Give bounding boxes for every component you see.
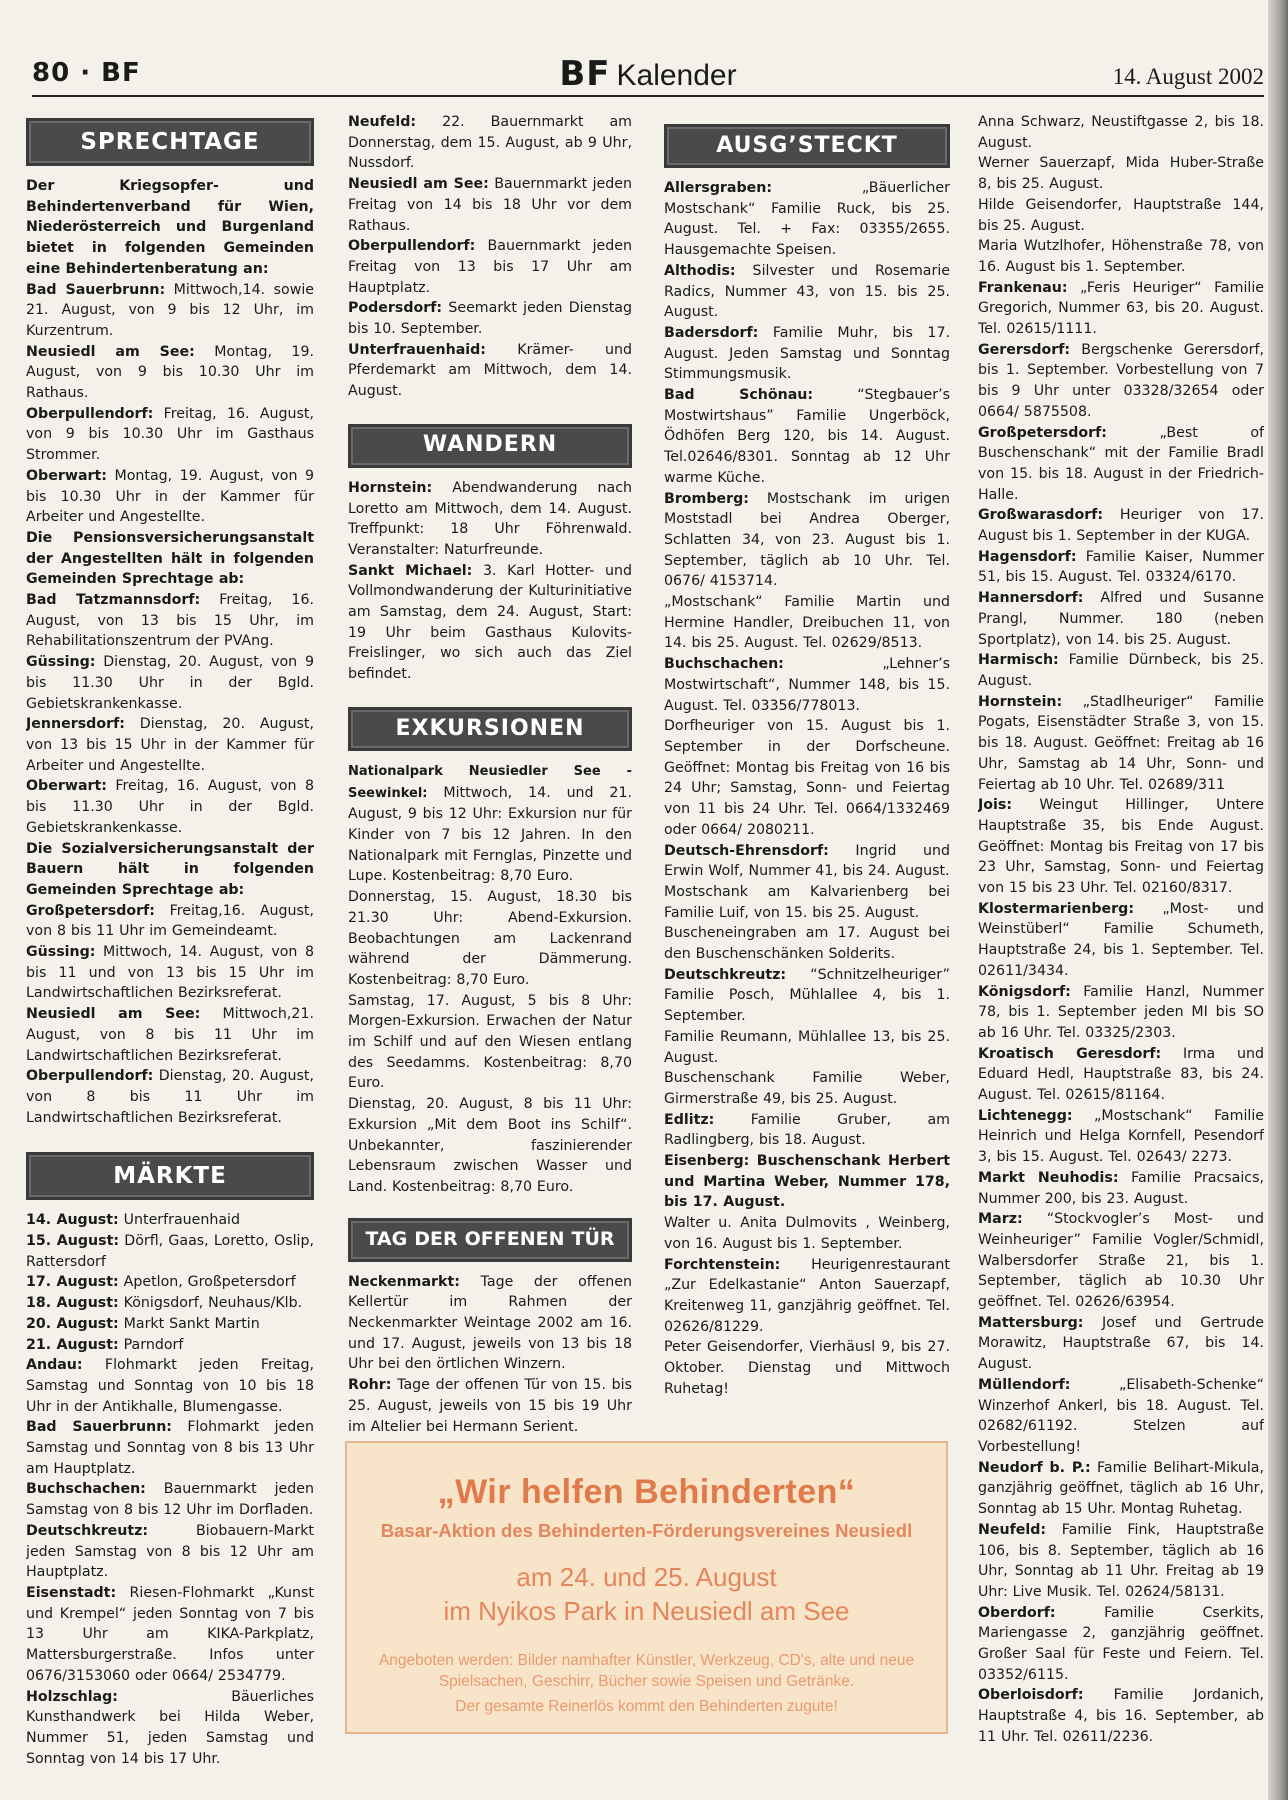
column-4 [978,112,1264,1748]
entry-label: Jois: [978,797,1013,814]
entry [348,340,632,402]
entry-label: Neckenmarkt: [348,1273,460,1290]
entry [664,178,950,261]
entry-text: Freitag, 16. August, von 9 bis 10.30 Uhr im Gasthaus Strommer. [26,405,314,464]
entry-text: Irma und Eduard Hedl, Hauptstraße 83, bis 24. August. Tel. 02615/81164. [978,1045,1264,1104]
issue-date: 14. August 2002 [1112,64,1264,89]
entry-label: Deutschkreutz: [26,1522,149,1539]
ad-footer: Der gesamte Reinerlös kommt den Behinderten zugute! [455,1698,838,1715]
entry [978,588,1264,650]
entry [26,1231,314,1272]
entry-text: AUSG’STECKT [716,132,898,158]
entry-text: 22. Bauernmarkt am Donnerstag, dem 15. August, ab 9 Uhr, Nussdorf. [348,114,632,172]
entry [348,761,632,887]
entry-label: Allersgraben: [664,180,773,196]
entry [978,795,1264,899]
entry [26,1521,314,1583]
entry [26,466,314,528]
page-edge [1268,0,1288,1800]
entry [348,174,632,236]
entry-text: Familie Muhr, bis 17. August. Jeden Samstag und Sonntag Stimmungsmusik. [664,324,950,383]
entry-text: Familie Hanzl, Nummer 78, bis 1. September jeden MI bis SO ab 16 Uhr. Tel. 03325/2303. [978,983,1264,1041]
entry-text: “Stegbauer’s Mostwirtshaus” Familie Ungerböck, Ödhöfen Berg 120, bis 14. August. Tel.02646/8301. Sonntag ab 12 Uhr warme Küche. [664,387,950,486]
entry [978,278,1264,340]
entry-text: Heurigenrestaurant „Zur Edelkastanie“ Anton Sauerzapf, Kreitenweg 11, ganzjährig geöffnet. Tel. 02626/81229. [664,1256,950,1335]
entry-text: Montag, 19. August, von 9 bis 10.30 Uhr im Rathaus. [26,343,314,402]
entry-text: Krämer- und Pferdemarkt am Mittwoch, dem 14. August. [348,341,632,400]
entry-text: Ingrid und Erwin Wolf, Nummer 41, bis 24. August. [664,842,950,880]
entry [26,280,314,342]
paragraph: Donnerstag, 15. August, 18.30 bis 21.30 Uhr: Abend-Exkursion. Beobachtungen am Lackenrand während der Dämmerung. Kostenbeitrag: 8,70 Euro. [348,889,632,988]
entry-label: Podersdorf: [348,300,443,317]
entry-label: Hagensdorf: [978,548,1077,565]
entry [664,261,950,323]
entry-label: Jennersdorf: [26,716,125,733]
entry [348,1375,632,1437]
entry-text: Weingut Hillinger, Untere Hauptstraße 35, bis Ende August. Geöffnet: Montag bis Freitag von 17 bis 23 Uhr, Samstag, Sonn- und Feiertag von 15 bis 23 Uhr. Tel. 02160/8317. [978,797,1264,897]
entry-text: “Schnitzelheuriger” Familie Posch, Mühlallee 4, bis 1. September. [664,966,950,1025]
section-heading-wandern [348,424,632,468]
entry-text: „Stadlheuriger“ Familie Pogats, Eisenstädter Straße 3, von 15. bis 18. August. Geöffnet: Freitag ab 16 Uhr, Samstag ab 14 Uhr, Sonn- und Feiertag ab 10 Uhr. Tel. 02689/311 [978,693,1264,793]
entry [26,776,314,838]
entry-label: Marz: [978,1211,1023,1228]
entry [978,1458,1264,1520]
entry-label: Mattersburg: [978,1314,1084,1331]
entry-label: Althodis: [664,262,736,279]
advertisement-box [345,1441,948,1734]
entry [26,1355,314,1417]
entry-label: 15. August: [26,1233,120,1250]
entry-text: Dörfl, Gaas, Loretto, Oslip, Rattersdorf [26,1233,314,1270]
entry-text: Unterfrauenhaid [118,1212,240,1229]
entry-label: Kroatisch Geresdorf: [978,1045,1162,1062]
entry-text: WANDERN [422,432,558,458]
entry-label: Gerersdorf: [978,341,1071,358]
entry-text: Markt Sankt Martin [118,1315,260,1332]
entry-label: Neusiedl am See: [348,176,489,193]
section-name: Kalender [616,59,737,92]
entry-text: Josef und Gertrude Morawitz, Hauptstraße 67, bis 14. August. [978,1314,1264,1373]
entry-label: Edlitz: [664,1111,715,1128]
entry-text: Seemarkt jeden Dienstag bis 10. September. [348,300,632,338]
entry-text: Bäuerliches Kunsthandwerk bei Hilda Weber, Nummer 51, jeden Samstag und Sonntag von 14 bis 17 Uhr. [26,1688,314,1767]
entry [26,590,314,652]
entry-text: TAG DER OFFENEN TÜR [365,1228,615,1251]
entry [664,1110,950,1151]
header-rule [32,95,1264,97]
entry [978,899,1264,982]
entry-label: Lichtenegg: [978,1107,1073,1124]
paragraph: Werner Sauerzapf, Mida Huber-Straße 8, bis 25. August. [978,155,1264,193]
entry-label: Buchschachen: [664,656,784,673]
column-2 [348,112,632,1437]
entry-label: Großwarasdorf: [978,507,1104,524]
entry-text: Dienstag, 20. August, von 8 bis 11 Uhr im Landwirtschaftlichen Bezirksreferat. [26,1068,314,1126]
entry-text: „Mostschank“ Familie Heinrich und Helga Kornfell, Pesendorf 3, bis 15. August. Tel. 02643/ 2273. [978,1107,1264,1166]
entry-text: Familie Gruber, am Radlingberg, bis 18. August. [664,1111,950,1149]
entry [664,841,950,882]
entry [664,489,950,593]
entry [978,505,1264,546]
entry-label: Deutsch-Ehrensdorf: [664,842,829,859]
entry-text: Mittwoch,14. sowie 21. August, von 9 bis 12 Uhr, im Kurzentrum. [26,281,314,339]
entry [26,714,314,776]
entry-text: Familie Kaiser, Nummer 51, bis 15. August. Tel. 03324/6170. [978,548,1264,586]
entry [26,1687,314,1770]
column-3 [664,112,950,1399]
entry-text: Freitag, 16. August, von 8 bis 11.30 Uhr in der Bgld. Gebietskrankenkasse. [26,778,314,836]
entry [348,112,632,174]
entry-text: Parndorf [118,1336,184,1353]
entry-label: Bad Tatzmannsdorf: [26,592,201,609]
entry-text: Bauernmarkt jeden Freitag von 13 bis 17 Uhr am Hauptplatz. [348,238,632,296]
entry-label: Bad Sauerbrunn: [26,1419,172,1436]
entry-label: Großpetersdorf: [978,424,1107,441]
entry-text: Alfred und Susanne Prangl, Nummer. 180 (neben Sportplatz), von 14. bis 25. August. [978,590,1264,648]
entry-label: Güssing: [26,944,96,961]
entry-label: Bromberg: [664,490,749,507]
entry-text: „Lehner’s Mostwirtschaft“, Nummer 148, bis 15. August. Tel. 03356/778013. [664,656,950,714]
entry-text: Dienstag, 20. August, von 13 bis 15 Uhr in der Kammer für Arbeiter und Angestellte. [26,716,314,774]
entry-label: 20. August: [26,1315,119,1332]
entry-label: Oberpullendorf: [26,405,154,422]
entry [26,1004,314,1066]
entry-text: Biobauern-Markt jeden Samstag von 8 bis 12 Uhr am Hauptplatz. [26,1522,314,1581]
entry-label: Unterfrauenhaid: [348,341,486,358]
paragraph: Dienstag, 20. August, 8 bis 11 Uhr: Exkursion „Mit dem Boot ins Schilf“. Unbekannter, faszinierender Lebensraum zwischen Wasser und Land. Kostenbeitrag: 8,70 Euro. [348,1096,632,1195]
entry [978,1313,1264,1375]
entry-text: „Bäuerlicher Mostschank“ Familie Ruck, bis 25. August. Tel. + Fax: 03355/2655. Hausgemachte Speisen. [664,180,950,259]
entry-text: Montag, 19. August, von 9 bis 10.30 Uhr in der Kammer für Arbeiter und Angestellte. [26,467,314,526]
entry-label: Neufeld: [978,1521,1047,1538]
paragraph: Samstag, 17. August, 5 bis 8 Uhr: Morgen-Exkursion. Erwachen der Natur im Schilf und auf den Wiesen entlang des Seedamms. Kostenbeitrag: 8,70 Euro. [348,992,632,1092]
entry [978,1044,1264,1106]
entry-label: Großpetersdorf: [26,902,155,919]
section-heading-sprechtage [26,118,314,166]
entry [978,1106,1264,1168]
entry [26,1272,314,1293]
paragraph: Peter Geisendorfer, Vierhäusl 9, bis 27. Oktober. Dienstag und Mittwoch Ruhetag! [664,1339,950,1397]
section-heading-exkursionen [348,707,632,751]
entry-label: Königsdorf: [978,983,1071,1000]
entry-label: Holzschlag: [26,1688,118,1705]
entry [664,385,950,489]
entry [664,1151,950,1213]
entry [978,1603,1264,1686]
entry-label: Bad Schönau: [664,387,814,404]
entry [26,1479,314,1520]
paragraph: Buschenschank Familie Weber, Girmerstraße 49, bis 25. August. [664,1070,950,1107]
entry-text: „Most- und Weinstüberl“ Familie Schumeth, Hauptstraße 24, bis 1. September. Tel. 02611/3434. [978,900,1264,979]
ad-date: am 24. und 25. August [516,1562,777,1592]
paragraph: Dorfheuriger von 15. August bis 1. September in der Dorfscheune. Geöffnet: Montag bis Freitag von 16 bis 24 Uhr; Samstag, Sonn- und Feiertag von 11 bis 24 Uhr. Tel. 0664/1332469 oder 0664/ 2080211. [664,718,950,838]
paragraph: Hilde Geisendorfer, Hauptstraße 144, bis 25. August. [978,196,1264,234]
entry [348,236,632,298]
entry-text: Familie Dürnbeck, bis 25. August. [978,652,1264,689]
entry-text: Mittwoch,21. August, von 8 bis 11 Uhr im Landwirtschaftlichen Bezirksreferat. [26,1006,314,1064]
entry-text: Familie Jordanich, Hauptstraße 4, bis 16. September, ab 11 Uhr. Tel. 02611/2236. [978,1687,1264,1745]
entry [348,298,632,339]
entry-text: Riesen-Flohmarkt „Kunst und Krempel“ jeden Sonntag von 7 bis 13 Uhr am KIKA-Parkplatz, Mattersburgerstraße. Infos unter 0676/3153060 oder 0664/ 2534779. [26,1585,314,1684]
entry-text: Freitag, 16. August, von 13 bis 15 Uhr, im Rehabilitationszentrum der PVAng. [26,592,314,650]
entry-label: Sankt Michael: [348,562,473,579]
entry-text: Bauernmarkt jeden Freitag von 14 bis 18 Uhr vor dem Rathaus. [348,176,632,234]
entry-label: Oberwart: [26,778,107,795]
entry [26,1314,314,1335]
entry [348,478,632,561]
entry-label: Forchtenstein: [664,1256,781,1273]
entry-label: Klostermarienberg: [978,900,1134,917]
paragraph: Familie Reumann, Mühlallee 13, bis 25. August. [664,1028,950,1066]
ad-location: im Nyikos Park in Neusiedl am See [443,1596,850,1626]
paragraph: Der Kriegsopfer- und Behindertenverband für Wien, Niederösterreich und Burgenland bietet in folgenden Gemeinden eine Behindertenberatung an: [26,178,314,277]
entry-text: Abendwanderung nach Loretto am Mittwoch, dem 14. August. Treffpunkt: 18 Uhr Föhrenwald. Veranstalter: Naturfreunde. [348,479,632,558]
entry [664,965,950,1027]
entry-text: Bauernmarkt jeden Samstag von 8 bis 12 Uhr im Dorfladen. [26,1481,314,1519]
entry [26,901,314,942]
entry [664,1255,950,1338]
entry [664,654,950,716]
column-1 [26,112,314,1769]
entry-label: Harmisch: [978,652,1059,669]
entry-text: Mostschank im urigen Moststadl bei Andrea Oberger, Schlatten 34, von 23. August bis 1. September, täglich ab 10 Uhr. Tel. 0676/ 4153714. [664,490,950,590]
entry [978,547,1264,588]
paragraph: Maria Wutzlhofer, Höhenstraße 78, von 16. August bis 1. September. [978,238,1264,275]
entry-label: 21. August: [26,1336,119,1353]
entry [348,561,632,685]
entry-text: „Feris Heuriger“ Familie Gregorich, Nummer 63, bis 20. August. Tel. 02615/1111. [978,279,1264,338]
paragraph: Anna Schwarz, Neustiftgasse 2, bis 18. August. [978,114,1264,151]
entry-label: Neudorf b. P.: [978,1459,1091,1476]
entry-text: Familie Pracsaics, Nummer 200, bis 23. August. [978,1169,1264,1207]
entry-text: “Stockvogler’s Most- und Weinheuriger” Familie Vogler/Schmidl, Walbersdorfer Straße 21, bis 1. September, täglich ab 10.30 Uhr geöffnet. Tel. 02626/63954. [978,1211,1264,1311]
paragraph: „Mostschank“ Familie Martin und Hermine Handler, Dreibuchen 11, von 14. bis 25. August. Tel. 02629/8513. [664,594,950,652]
entry [978,982,1264,1044]
entry [26,342,314,404]
entry-text: Buschenschank Herbert und Martina Weber, Nummer 178, bis 17. August. [664,1153,950,1211]
entry-text: Mittwoch, 14. und 21. August, 9 bis 12 Uhr: Exkursion nur für Kinder von 7 bis 12 Jahren. In den Nationalpark mit Fernglas, Pinzette und Lupe. Kostenbeitrag: 8,70 Euro. [348,784,632,885]
entry-text: Silvester und Rosemarie Radics, Nummer 43, von 15. bis 25. August. [664,262,950,321]
entry-label: Rohr: [348,1377,392,1394]
section-heading-tag-der-offenen-tuer [348,1218,632,1262]
entry-text: 3. Karl Hotter- und Vollmondwanderung der Kulturinitiative am Samstag, dem 24. August, Start: 19 Uhr beim Gasthaus Kulovits-Freislinger, wo sich auch das Ziel befindet. [348,562,632,683]
entry-text: Flohmarkt jeden Samstag und Sonntag von 8 bis 13 Uhr am Hauptplatz. [26,1419,314,1477]
entry-text: Familie Fink, Hauptstraße 106, bis 8. September, täglich ab 16 Uhr, Sonntag ab 11 Uhr. Freitag ab 19 Uhr: Live Musik. Tel. 02624/58131. [978,1521,1264,1600]
entry-label: Neusiedl am See: [26,1006,201,1023]
entry [978,1209,1264,1313]
entry-text: Tage der offenen Kellertür im Rahmen der Neckenmarkter Weintage 2002 am 16. und 17. August, jeweils von 13 bis 18 Uhr bei den örtlichen Winzern. [348,1273,632,1373]
entry-text: Dienstag, 20. August, von 9 bis 11.30 Uhr in der Bgld. Gebietskrankenkasse. [26,654,314,712]
entry-text: Familie Cserkits, Mariengasse 2, ganzjährig geöffnet. Großer Saal für Feste und Feiern. Tel. 03352/6115. [978,1604,1264,1683]
entry [26,1293,314,1314]
entry [664,323,950,385]
entry-label: Hannersdorf: [978,590,1084,607]
paragraph: Buscheneingraben am 17. August bei den Buschenschänken Solderits. [664,925,950,963]
entry-label: Eisenstadt: [26,1585,117,1601]
entry-text: Bergschenke Gerersdorf, bis 1. September. Vorbestellung von 7 bis 9 Uhr unter 03328/32654 oder 0664/ 5875508. [978,341,1264,420]
entry-label: 17. August: [26,1274,119,1291]
entry-label: Deutschkreutz: [664,966,787,983]
entry-label: Bad Sauerbrunn: [26,281,166,298]
brand-logo: BF [559,54,611,94]
entry-text: „Best of Buschenschank“ mit der Familie Bradl von 15. bis 18. August in der Friedrich-Halle. [978,424,1264,503]
entry-label: Hornstein: [978,693,1063,710]
entry-label: Müllendorf: [978,1376,1071,1393]
entry [978,1520,1264,1603]
ad-offer: Angeboten werden: Bilder namhafter Künstler, Werkzeug, CD's, alte und neue Spielsachen, Geschirr, Bücher sowie Speisen und Getränke. [378,1652,915,1690]
paragraph: Die Pensionsversicherungsanstalt der Angestellten hält in folgenden Gemeinden Sprechtage ab: [26,529,314,588]
entry-label: Neusiedl am See: [26,343,195,360]
entry [978,340,1264,423]
entry-text: „Elisabeth-Schenke“ Winzerhof Ankerl, bis 18. August. Tel. 02682/61192. Stelzen auf Vorbestellung! [978,1376,1264,1455]
entry-label: Neufeld: [348,114,417,130]
page-header [32,52,1264,96]
entry-label: Hornstein: [348,479,433,496]
entry-label: Oberdorf: [978,1604,1056,1621]
entry [26,942,314,1004]
entry [26,1583,314,1687]
entry [26,1335,314,1356]
paragraph: Walter u. Anita Dulmovits , Weinberg, von 16. August bis 1. September. [664,1215,950,1252]
entry-text: SPRECHTAGE [80,128,260,155]
paragraph: Die Sozialversicherungsanstalt der Bauern hält in folgenden Gemeinden Sprechtage ab: [26,840,314,898]
entry-text: Flohmarkt jeden Freitag, Samstag und Sonntag von 10 bis 18 Uhr in der Antikhalle, Blumengasse. [26,1357,314,1415]
entry-text: Freitag,16. August, von 8 bis 11 Uhr im Gemeindeamt. [26,902,314,940]
entry-text: Königsdorf, Neuhaus/Klb. [118,1295,303,1312]
entry [978,1375,1264,1458]
paragraph: Mostschank am Kalvarienberg bei Familie Luif, von 15. bis 25. August. [664,883,950,921]
ad-subtitle: Basar-Aktion des Behinderten-Förderungsvereines Neusiedl [380,1520,913,1541]
entry [978,650,1264,691]
entry-label: Badersdorf: [664,324,759,341]
section-title [32,54,1264,94]
entry [978,1685,1264,1747]
entry-label: Oberwart: [26,467,107,484]
entry [978,692,1264,796]
entry-label: Frankenau: [978,279,1068,296]
entry-label: Oberloisdorf: [978,1687,1084,1704]
entry [26,1066,314,1128]
entry-text: Apetlon, Großpetersdorf [118,1274,296,1291]
entry-label: 18. August: [26,1295,119,1312]
entry-label: Oberpullendorf: [348,238,476,255]
entry-text: Mittwoch, 14. August, von 8 bis 11 und von 13 bis 15 Uhr im Landwirtschaftlichen Bezirksreferat. [26,944,314,1002]
entry-label: Andau: [26,1357,83,1374]
entry-label: Eisenberg: [664,1153,750,1170]
section-heading-ausgsteckt [664,124,950,168]
page-number: 80 · BF [32,58,141,88]
entry-text: Heuriger von 17. August bis 1. September in der KUGA. [978,507,1264,545]
entry-label: Güssing: [26,654,96,671]
entry-label: Markt Neuhodis: [978,1169,1119,1186]
entry [978,1168,1264,1209]
entry-text: EXKURSIONEN [395,715,585,741]
entry-text: MÄRKTE [113,1162,227,1189]
entry [26,404,314,466]
entry-label: Nationalpark Neusiedler See - Seewinkel: [348,763,632,801]
entry-text: Familie Belihart-Mikula, ganzjährig geöffnet, täglich ab 16 Uhr, Sonntag ab 15 Uhr. Montag Ruhetag. [978,1459,1264,1518]
entry [978,423,1264,506]
entry-text: Tage der offenen Tür von 15. bis 25. August, jeweils von 15 bis 19 Uhr im Altelier bei Hermann Serient. [348,1377,632,1435]
entry-label: 14. August: [26,1212,119,1229]
entry-label: Buchschachen: [26,1481,146,1498]
entry [26,1210,314,1231]
entry-label: Oberpullendorf: [26,1068,154,1085]
ad-headline: „Wir helfen Behinderten“ [437,1473,856,1511]
section-heading-maerkte [26,1152,314,1200]
entry [348,1272,632,1376]
entry [26,1417,314,1479]
entry [26,652,314,714]
